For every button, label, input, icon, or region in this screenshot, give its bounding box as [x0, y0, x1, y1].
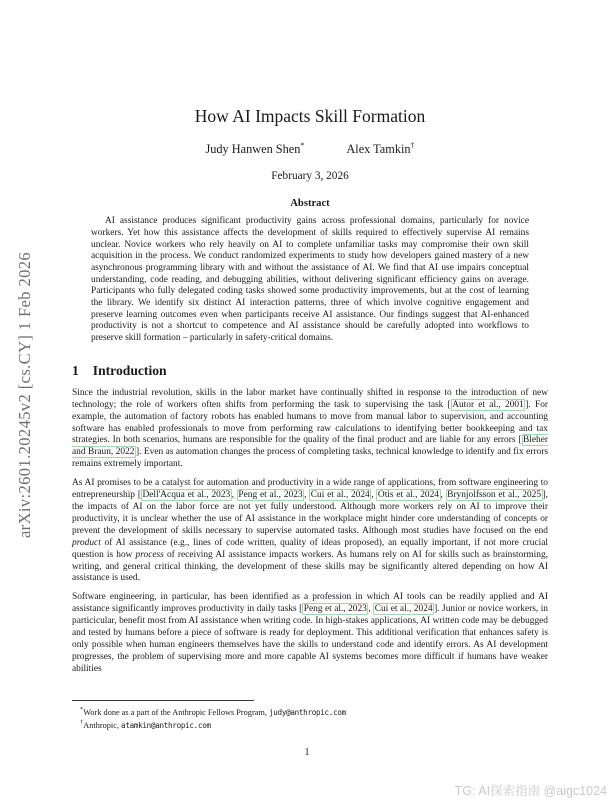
emphasized-text: process — [135, 549, 164, 560]
body-paragraph — [72, 388, 548, 471]
paper-title: How AI Impacts Skill Formation — [194, 106, 426, 126]
footnote-rule — [72, 700, 254, 701]
footnote-text: Work done as a part of the Anthropic Fellows Program, — [83, 707, 269, 717]
citation-link[interactable]: Cui et al., 2024 — [310, 490, 370, 501]
paragraph-text: ]. For example, the automation of factory robots has enabled humans to move from manual labor to supervision, and accounting software has enabled professionals to move from performing raw calculations to identifying better bookkeeping and tax strategies. In both scenarios, humans are responsible for the quality of the final product and are liable for any errors [ — [72, 399, 548, 446]
abstract-text: AI assistance produces significant productivity gains across professional domains, particularly for novice workers. Yet how this assistance affects the development of skills required to effectively supervise AI remains unclear. Novice workers who rely heavily on AI to complete unfamiliar tasks may compromise their own skill acquisition in the process. We conduct randomized experiments to study how developers gained mastery of a new asynchronous programming library with and without the assistance of AI. We find that AI use impairs conceptual understanding, code reading, and debugging abilities, without delivering significant efficiency gains on average. Participants who fully delegated coding tasks showed some productivity improvements, but at the cost of learning the library. We identify six distinct AI interaction patterns, three of which involve cognitive engagement and preserve learning outcomes even when participants receive AI assistance. Our findings suggest that AI-enhanced productivity is not a shortcut to competence and AI assistance should be carefully adopted into workflows to preserve skill formation – particularly in safety-critical domains. — [91, 216, 529, 344]
emphasized-text: product — [72, 537, 101, 548]
paragraph-text: , — [231, 490, 237, 501]
paragraph-text: , — [304, 490, 310, 501]
citation-link[interactable]: Peng et al., 2023 — [238, 490, 303, 501]
paragraph-text: ]. Even as automation changes the process of completing tasks, technical knowledge to identify and fix errors remains extremely important. — [72, 447, 548, 470]
author-name: Alex Tamkin† — [346, 141, 415, 157]
section-title: Introduction — [92, 362, 167, 378]
footnote — [72, 705, 548, 718]
citation-link[interactable]: Brynjolfsson et al., 2025 — [447, 490, 542, 501]
page-number: 1 — [304, 747, 310, 758]
paragraph-text: Software engineering, in particular, has been identified as a profession in which AI tools can be readily applied and AI assistance significantly improves productivity in daily tasks [ — [72, 592, 548, 615]
author-footnote-mark: * — [300, 141, 305, 150]
paragraph-text: , — [368, 604, 374, 615]
paragraph-text: As AI promises to be a catalyst for automation and productivity in a wide range of applications, from software engineering to entrepreneurship [ — [72, 478, 548, 501]
authors-line — [72, 141, 548, 157]
footnote-mark: * — [80, 706, 84, 713]
section-heading-introduction — [72, 363, 548, 379]
watermark-label: TG: AI探索指南 @aigc1024 — [454, 784, 607, 798]
introduction-paragraphs — [72, 388, 548, 676]
paragraph-text: ], the impacts of AI on the labor force are not yet fully understood. Although more workers rely on AI to improve their productivity, it is unclear whether the use of AI assistance in the workplace might hinder core understanding of concepts or prevent the development of skills necessary to supervise automated tasks. Although most studies have focused on the end — [72, 490, 549, 536]
author-footnote-mark: † — [410, 141, 415, 150]
section-number: 1 — [72, 362, 79, 378]
abstract-heading: Abstract — [290, 198, 330, 210]
paper-body — [72, 106, 548, 683]
author-name: Judy Hanwen Shen* — [205, 141, 305, 157]
paragraph-text: ]. Junior or novice workers, in particicular, benefit most from AI assistance when writing code. In high-stakes applications, AI written code may be debugged and tested by humans before a piece of software is ready for deployment. This additional verification that enhances safety is only possible when human engineers themselves have the skills to understand code and identify errors. As AI development progresses, the problem of supervising more and more capable AI systems becomes more difficult if humans have weaker abilities — [72, 604, 548, 674]
paragraph-text: of AI assistance (e.g., lines of code written, quality of ideas proposed), an equally important, if not more crucial question is how — [72, 537, 548, 560]
paragraph-text: of receiving AI assistance impacts workers. As humans rely on AI for skills such as brainstorming, writing, and general critical thinking, the development of these skills may be significantly altered depending on how AI assistance is used. — [72, 549, 548, 584]
footnote-email: judy@anthropic.com — [269, 707, 346, 717]
paper-date: February 3, 2026 — [271, 170, 349, 183]
footnotes — [72, 705, 548, 732]
citation-link[interactable]: Bleher and Braun, 2022 — [72, 435, 548, 458]
footnote-text: Anthropic, — [83, 721, 122, 731]
footnote-email: atamkin@anthropic.com — [121, 721, 211, 731]
footnote-mark: † — [80, 719, 84, 727]
footnote — [72, 718, 548, 731]
paragraph-text: Since the industrial revolution, skills in the labor market have continually shifted in response to the introduction of new technology; the role of workers often shifts from performing the task to supervising the task [ — [72, 387, 548, 410]
citation-link[interactable]: Autor et al., 2001 — [452, 399, 524, 410]
citation-link[interactable]: Otis et al., 2024 — [377, 490, 439, 501]
citation-link[interactable]: Dell'Acqua et al., 2023 — [142, 490, 231, 501]
footnote-block — [72, 700, 548, 732]
body-paragraph — [72, 478, 548, 585]
abstract-section — [91, 198, 529, 345]
arxiv-stamp: arXiv:2601.20245v2 [cs.CY] 1 Feb 2026 — [15, 251, 34, 539]
citation-link[interactable]: Cui et al., 2024 — [374, 604, 433, 615]
body-paragraph — [72, 592, 548, 675]
paragraph-text: , — [440, 490, 446, 501]
citation-link[interactable]: Peng et al., 2023 — [303, 604, 367, 615]
paragraph-text: , — [371, 490, 377, 501]
